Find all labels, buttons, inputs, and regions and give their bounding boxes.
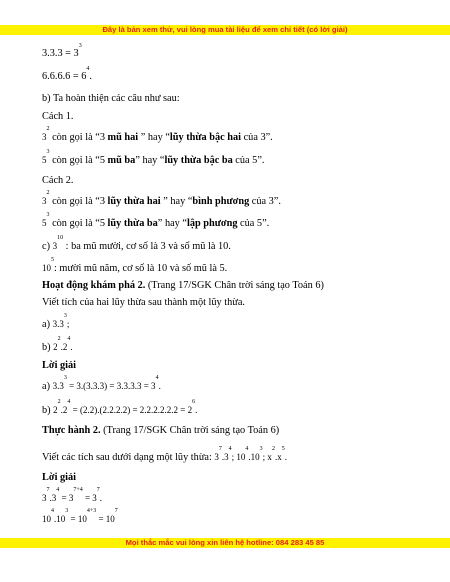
- text-line: $5^3$ còn gọi là “5 mũ ba” hay “lũy thừa bậc ba của 5”.: [42, 149, 265, 166]
- text-line: Viết tích của hai lũy thừa sau thành một lũy thừa.: [42, 297, 245, 308]
- text-line: Cách 1.: [42, 111, 74, 122]
- text-line: $3^2$ còn gọi là “3 mũ hai ” hay “lũy thừa bậc hai của 3”.: [42, 126, 273, 143]
- equation-line: a) $3.3^3 = 3.(3.3.3) = 3.3.3.3 = 3^4$.: [42, 375, 161, 392]
- section-heading: Hoạt động khám phá 2. (Trang 17/SGK Chân trời sáng tạo Toán 6): [42, 280, 324, 291]
- equation-line: $6.6.6.6 = 6^4$.: [42, 66, 92, 82]
- text-line: $3^2$ còn gọi là “3 lũy thừa hai ” hay “bình phương của 3”.: [42, 190, 281, 207]
- equation-line: $3.3.3 = 3^3$: [42, 43, 82, 59]
- text-line: $10^5$: mười mũ năm, cơ số là 10 và số mũ là 5.: [42, 257, 228, 274]
- text-line: Viết các tích sau dưới dạng một lũy thừa: $3^7.3^4$; $10^4.10^3$; $x^2.x^5$.: [42, 446, 287, 463]
- preview-notice-banner: Đây là bản xem thử, vui lòng mua tài liệu để xem chi tiết (có lời giải): [0, 25, 450, 35]
- solution-heading: Lời giải: [42, 360, 77, 371]
- solution-heading: Lời giải: [42, 472, 77, 483]
- equation-line: b) $2^2.2^4$.: [42, 336, 73, 353]
- text-line: Cách 2.: [42, 175, 74, 186]
- section-heading: Thực hành 2. (Trang 17/SGK Chân trời sáng tạo Toán 6): [42, 425, 280, 436]
- equation-line: b) $2^2.2^4 = (2.2).(2.2.2.2) = 2.2.2.2.2.2 = 2^6$.: [42, 399, 198, 416]
- text-line: c) $3^{10}$ : ba mũ mười, cơ số là 3 và số mũ là 10.: [42, 235, 231, 252]
- equation-line: a) $3.3^3$;: [42, 313, 70, 330]
- hotline-banner: Mọi thắc mắc vui lòng xin liên hệ hotline: 084 283 45 85: [0, 538, 450, 548]
- equation-line: $3^7.3^4 = 3^{7+4} = 3^7$.: [42, 487, 103, 503]
- equation-line: $10^4.10^3 = 10^{4+3} = 10^7$: [42, 508, 118, 524]
- text-line: b) Ta hoàn thiện các câu như sau:: [42, 93, 180, 104]
- text-line: $5^3$ còn gọi là “5 lũy thừa ba” hay “lập phương của 5”.: [42, 212, 270, 229]
